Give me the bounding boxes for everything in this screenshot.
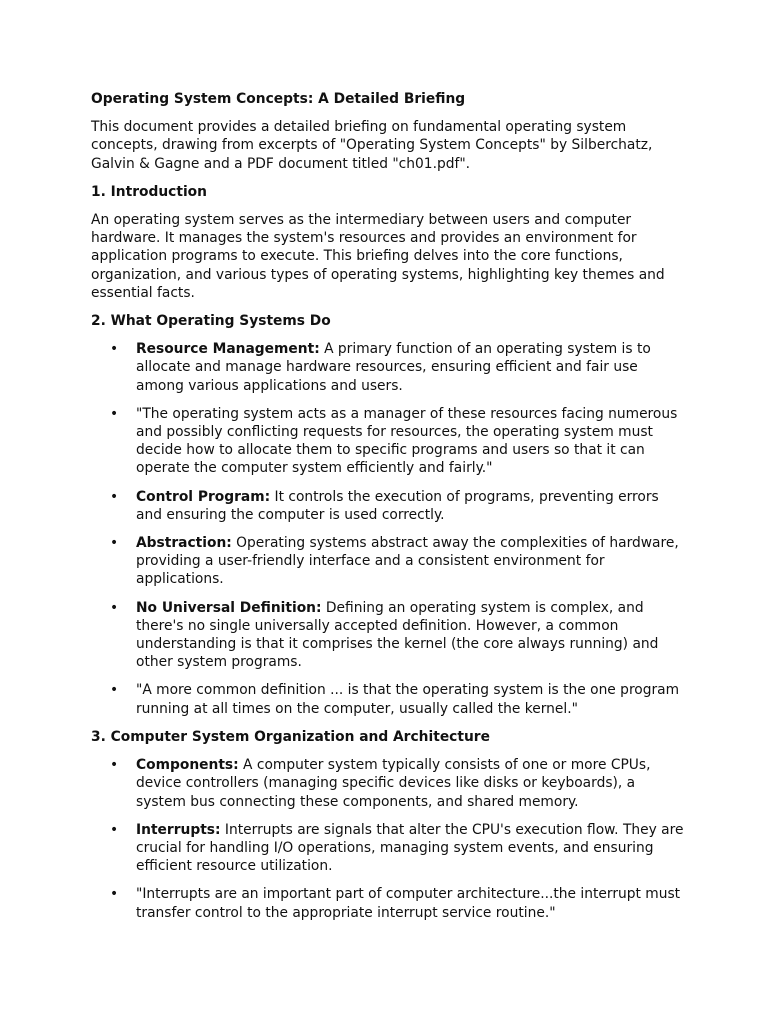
item-text: Interrupts are signals that alter the CPU's execution flow. They are crucial for handling I/O operations, managing system events, and ensuring efficient resource utilization. — [136, 821, 684, 875]
item-text: Defining an operating system is complex, and there's no single universally accepted definition. However, a common understanding is that it comprises the kernel (the core always running) and other system programs. — [136, 599, 659, 671]
bullet-icon: • — [110, 821, 119, 838]
bullet-list-what-os-do — [91, 340, 685, 718]
item-text: Operating systems abstract away the complexities of hardware, providing a user-friendly interface and a consistent environment for applications. — [136, 535, 679, 588]
section-heading-introduction: 1. Introduction — [91, 183, 207, 200]
term-label: Resource Management: — [136, 341, 320, 358]
quote-text: "The operating system acts as a manager of these resources facing numerous and possibly conflicting requests for resources, the operating system must decide how to allocate them to specific programs and users so that it can operate the computer system efficiently and fairly." — [136, 405, 678, 477]
bullet-icon: • — [110, 488, 119, 505]
bullet-icon: • — [110, 405, 119, 422]
list-item — [91, 340, 685, 395]
list-item — [91, 534, 685, 589]
term-label: Abstraction: — [136, 535, 232, 552]
section-heading-what-os-do: 2. What Operating Systems Do — [91, 313, 331, 330]
list-item — [91, 885, 685, 921]
quote-text: "Interrupts are an important part of computer architecture...the interrupt must transfer control to the appropriate interrupt service routine." — [136, 886, 681, 921]
list-item — [91, 756, 685, 811]
document-page — [91, 90, 685, 932]
item-text: It controls the execution of programs, preventing errors and ensuring the computer is used correctly. — [136, 488, 659, 523]
list-item — [91, 599, 685, 672]
item-text: A computer system typically consists of one or more CPUs, device controllers (managing specific devices like disks or keyboards), a system bus connecting these components, and shared memory. — [136, 757, 651, 810]
bullet-icon: • — [110, 599, 119, 616]
list-item — [91, 681, 685, 717]
list-item — [91, 821, 685, 876]
quote-text: "A more common definition ... is that the operating system is the one program running at all times on the computer, usually called the kernel." — [136, 682, 680, 717]
intro-paragraph: This document provides a detailed briefing on fundamental operating system concepts, drawing from excerpts of "Operating System Concepts" by Silberchatz, Galvin & Gagne and a PDF document titled "ch01.pdf". — [91, 119, 653, 172]
term-label: Interrupts: — [136, 821, 221, 838]
term-label: Components: — [136, 757, 239, 774]
section-heading-organization: 3. Computer System Organization and Architecture — [91, 728, 490, 745]
bullet-list-organization — [91, 756, 685, 922]
term-label: Control Program: — [136, 488, 271, 505]
list-item — [91, 405, 685, 478]
list-item — [91, 488, 685, 524]
document-title: Operating System Concepts: A Detailed Briefing — [91, 91, 466, 107]
bullet-icon: • — [110, 757, 119, 774]
term-label: No Universal Definition: — [136, 599, 322, 616]
bullet-icon: • — [110, 886, 119, 903]
bullet-icon: • — [110, 341, 119, 358]
introduction-paragraph: An operating system serves as the intermediary between users and computer hardware. It manages the system's resources and provides an environment for application programs to execute. This briefing delves into the core functions, organization, and various types of operating systems, highlighting key themes and essential facts. — [91, 212, 665, 301]
bullet-icon: • — [110, 535, 119, 552]
bullet-icon: • — [110, 682, 119, 699]
item-text: A primary function of an operating system is to allocate and manage hardware resources, ensuring efficient and fair use among various applications and users. — [136, 341, 651, 394]
